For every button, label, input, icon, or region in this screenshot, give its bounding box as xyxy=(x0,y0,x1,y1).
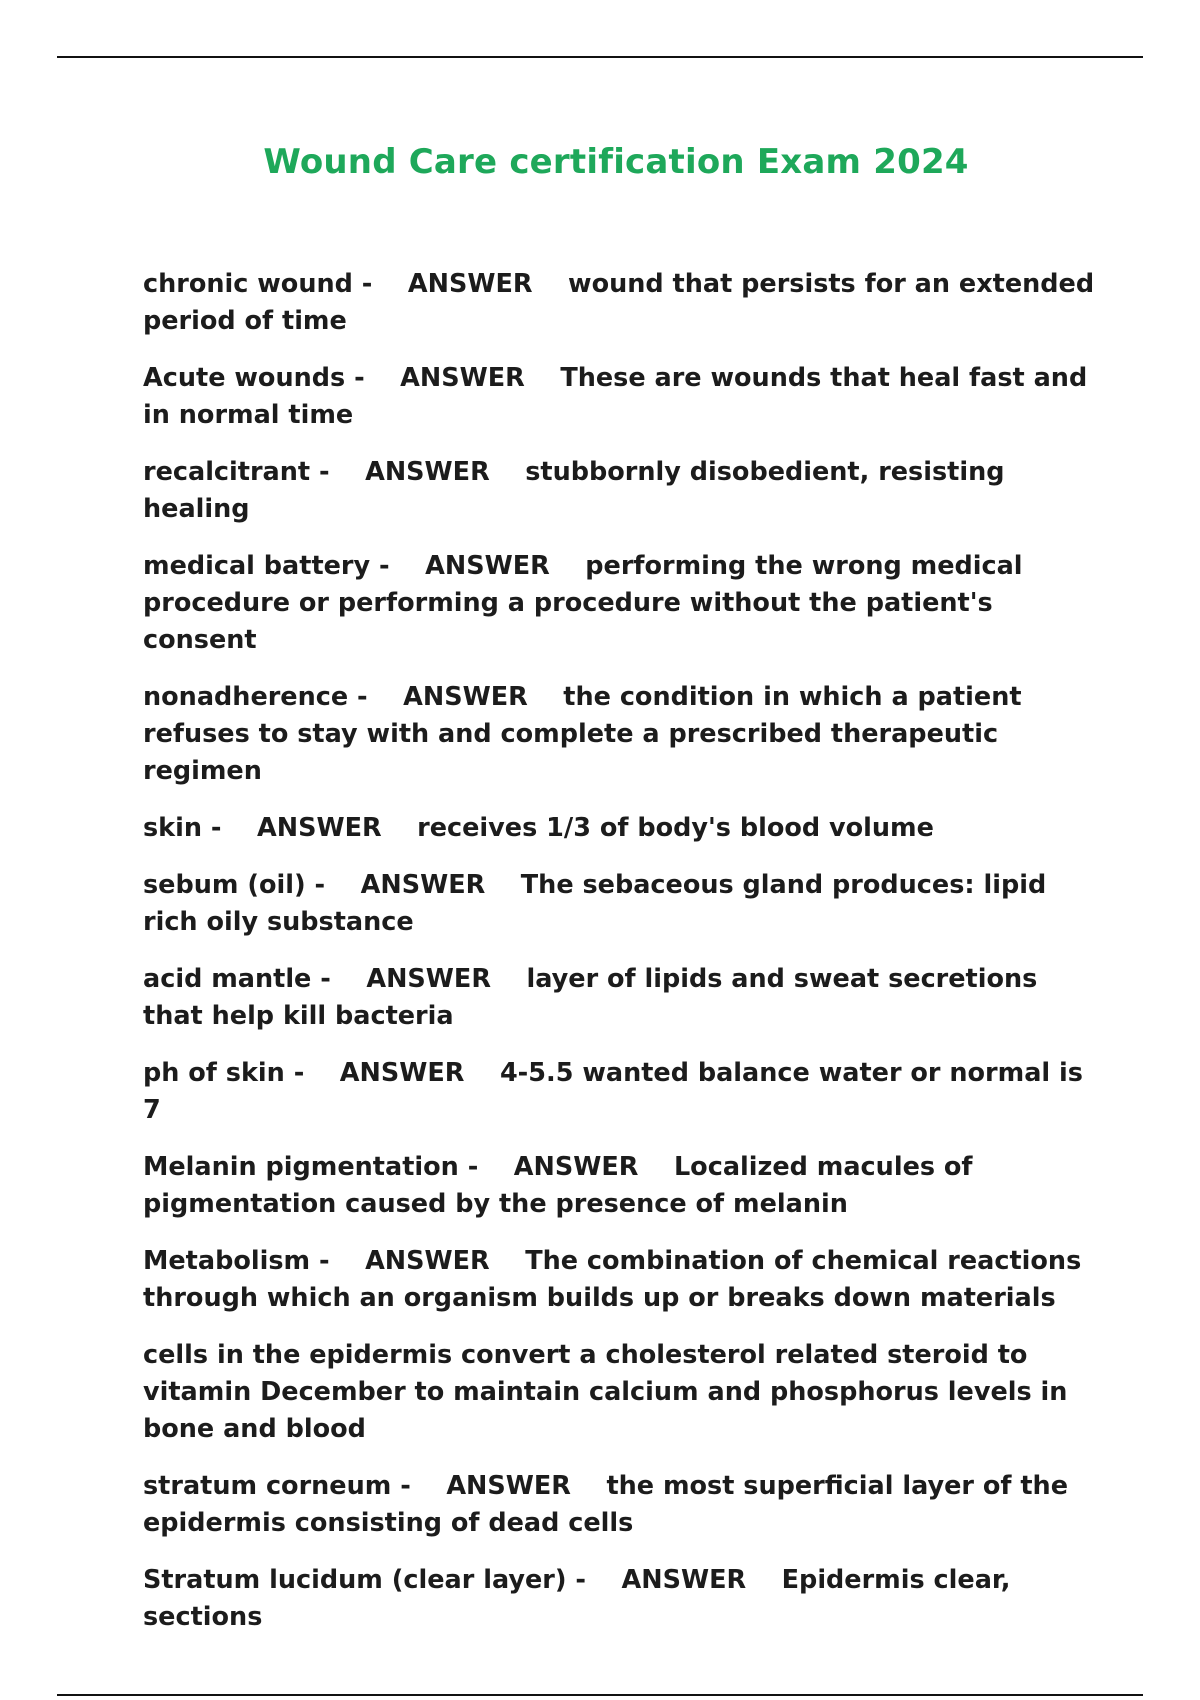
entry-definition: The combination of chemical reactions through which an organism builds up or breaks down materials xyxy=(143,1246,1082,1313)
flashcard-list xyxy=(143,266,1103,1656)
flashcard-entry: skin - ANSWER receives 1/3 of body's blood volume xyxy=(143,813,934,843)
entry-term: nonadherence xyxy=(143,682,349,712)
flashcard-entry: chronic wound - ANSWER wound that persists for an extended period of time xyxy=(143,269,1095,336)
flashcard-entry: nonadherence - ANSWER the condition in which a patient refuses to stay with and complete a prescribed therapeutic regimen xyxy=(143,682,1022,786)
top-rule xyxy=(57,56,1143,58)
answer-label: ANSWER xyxy=(425,551,550,581)
flashcard-entry: Stratum lucidum (clear layer) - ANSWER Epidermis clear, sections xyxy=(143,1565,1011,1632)
answer-label: ANSWER xyxy=(257,813,382,843)
document-title: Wound Care certification Exam 2024 xyxy=(263,142,969,182)
entry-definition: wound that persists for an extended period of time xyxy=(143,269,1095,336)
flashcard-entry: medical battery - ANSWER performing the wrong medical procedure or performing a procedure without the patient's consent xyxy=(143,551,1023,655)
flashcard-entry: stratum corneum - ANSWER the most superficial layer of the epidermis consisting of dead cells xyxy=(143,1471,1069,1538)
entry-definition: the most superficial layer of the epidermis consisting of dead cells xyxy=(143,1471,1069,1538)
entry-definition: Epidermis clear, sections xyxy=(143,1565,1011,1632)
entry-term: recalcitrant xyxy=(143,457,311,487)
entry-definition: The sebaceous gland produces: lipid rich oily substance xyxy=(143,870,1047,937)
entry-definition: receives 1/3 of body's blood volume xyxy=(417,813,934,843)
entry-term: medical battery xyxy=(143,551,371,581)
entry-definition: the condition in which a patient refuses to stay with and complete a prescribed therapeutic regimen xyxy=(143,682,1022,786)
entry-term: Acute wounds xyxy=(143,363,346,393)
answer-label: ANSWER xyxy=(400,363,525,393)
entry-definition: These are wounds that heal fast and in normal time xyxy=(143,363,1088,430)
answer-label: ANSWER xyxy=(403,682,528,712)
entry-definition: performing the wrong medical procedure or performing a procedure without the patient's consent xyxy=(143,551,1023,655)
entry-term: Stratum lucidum (clear layer) xyxy=(143,1565,567,1595)
entry-term: Metabolism xyxy=(143,1246,311,1276)
flashcard-entry: recalcitrant - ANSWER stubbornly disobedient, resisting healing xyxy=(143,457,1005,524)
entry-term: stratum corneum xyxy=(143,1471,392,1501)
answer-label: ANSWER xyxy=(339,1058,465,1088)
bottom-rule xyxy=(57,1694,1143,1696)
answer-label: ANSWER xyxy=(407,269,533,299)
entry-term: chronic wound xyxy=(143,269,353,299)
flashcard-entry: Metabolism - ANSWER The combination of chemical reactions through which an organism builds up or breaks down materials xyxy=(143,1246,1082,1313)
flashcard-entry: sebum (oil) - ANSWER The sebaceous gland produces: lipid rich oily substance xyxy=(143,870,1047,937)
entry-definition: Localized macules of pigmentation caused by the presence of melanin xyxy=(143,1152,973,1219)
flashcard-entry xyxy=(143,1337,1103,1448)
answer-label: ANSWER xyxy=(365,457,490,487)
entry-definition: stubbornly disobedient, resisting healing xyxy=(143,457,1005,524)
answer-label: ANSWER xyxy=(446,1471,571,1501)
answer-label: ANSWER xyxy=(366,964,491,994)
entry-term: sebum (oil) xyxy=(143,870,306,900)
entry-term: skin xyxy=(143,813,203,843)
flashcard-entry: Melanin pigmentation - ANSWER Localized macules of pigmentation caused by the presence of melanin xyxy=(143,1152,973,1219)
entry-term: acid mantle xyxy=(143,964,312,994)
answer-label: ANSWER xyxy=(360,870,486,900)
entry-term: ph of skin xyxy=(143,1058,285,1088)
flashcard-entry: ph of skin - ANSWER 4-5.5 wanted balance water or normal is 7 xyxy=(143,1058,1083,1125)
entry-definition: 4-5.5 wanted balance water or normal is 7 xyxy=(143,1058,1083,1125)
flashcard-entry: Acute wounds - ANSWER These are wounds that heal fast and in normal time xyxy=(143,363,1088,430)
answer-label: ANSWER xyxy=(621,1565,747,1595)
entry-term: Melanin pigmentation xyxy=(143,1152,459,1182)
flashcard-entry: acid mantle - ANSWER layer of lipids and sweat secretions that help kill bacteria xyxy=(143,964,1038,1031)
answer-label: ANSWER xyxy=(513,1152,639,1182)
entry-definition: layer of lipids and sweat secretions that help kill bacteria xyxy=(143,964,1038,1031)
answer-label: ANSWER xyxy=(365,1246,490,1276)
entry-definition: cells in the epidermis convert a cholesterol related steroid to vitamin December to maintain calcium and phosphorus levels in bone and blood xyxy=(143,1340,1068,1444)
